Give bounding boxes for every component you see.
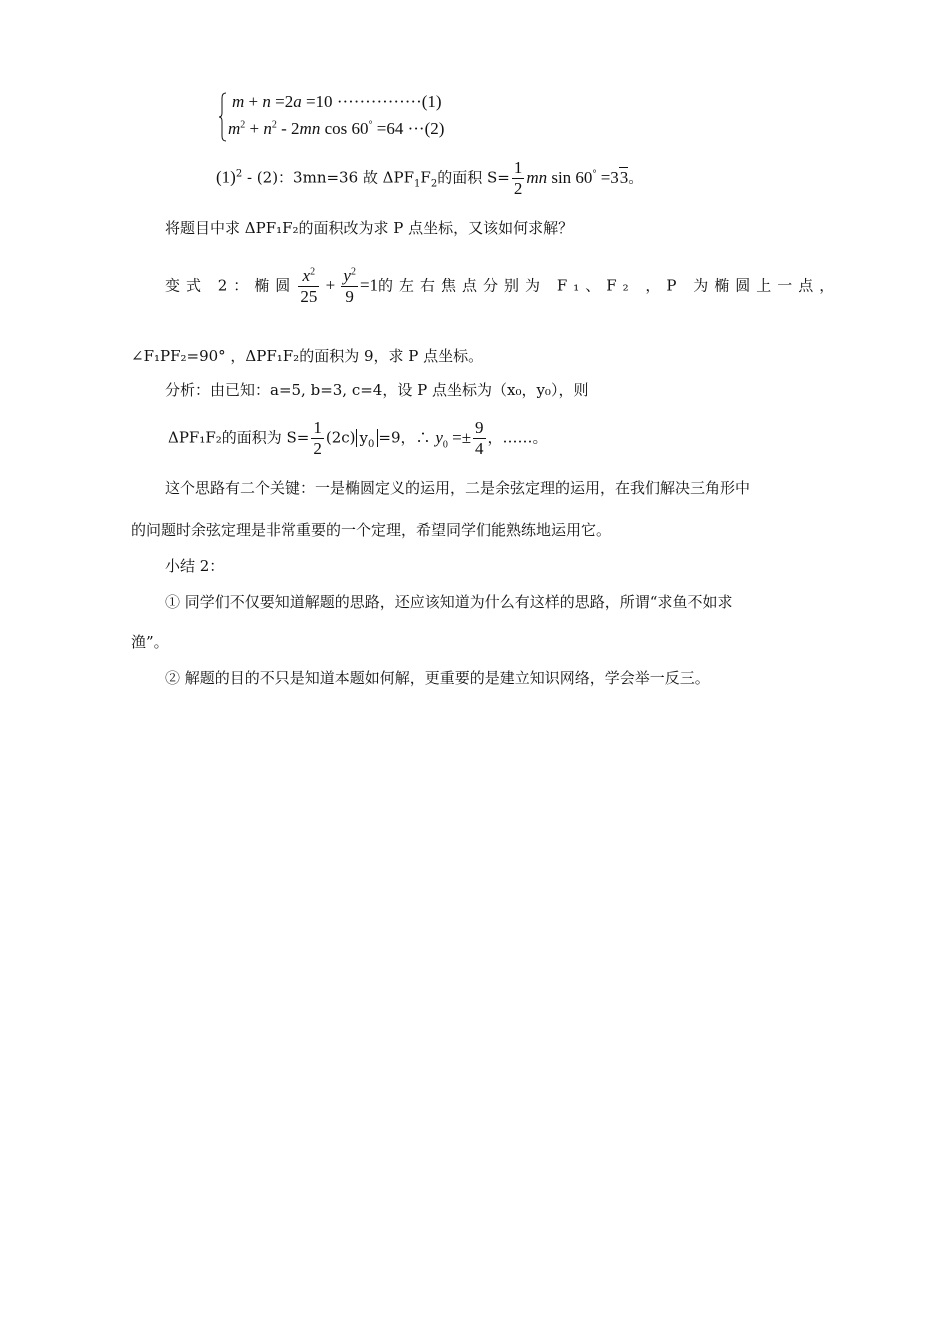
equation-1: m + n =2a =10 ···············(1) xyxy=(232,92,442,111)
summary-title: 小结 2： xyxy=(165,557,225,575)
analysis-line-2: ΔPF₁F₂的面积为 S= $\frac{1}{2}$ (2c) $y_0 =9$，∴ $y_0$ =± $\frac{9}{4}$ ，……。 xyxy=(168,418,548,458)
summary-item-1-line-2: 渔”。 xyxy=(131,633,169,651)
question-text: 将题目中求 ΔPF₁F₂的面积改为求 P 点坐标，又该如何求解？ xyxy=(165,219,574,237)
variant-line-2: ∠F₁PF₂=90° ，ΔPF₁F₂的面积为 9，求 P 点坐标。 xyxy=(131,347,484,365)
fraction-half: $\frac{1}{2}$ xyxy=(513,158,523,198)
variant-line-1: 变式 2：椭圆 $\frac{x^2}{25}$ + $\frac{y^2}{9}$ =1的左右焦点分别为 F₁、F₂ ，P 为椭圆上一点， xyxy=(165,266,841,306)
fraction-half-2: $\frac{1}{2}$ xyxy=(313,418,322,458)
fraction-x2-25: $\frac{x^2}{25}$ xyxy=(300,266,318,306)
fraction-y2-9: $\frac{y^2}{9}$ xyxy=(343,266,356,306)
fraction-9-4: $\frac{9}{4}$ xyxy=(475,418,484,458)
left-brace xyxy=(219,92,227,142)
summary-item-1-line-1: ① 同学们不仅要知道解题的思路，还应该知道为什么有这样的思路，所谓“求鱼不如求 xyxy=(165,593,733,611)
equation-2: $m^2 + n^2 - 2mn$ cos 60° =64 ···(2) xyxy=(228,119,445,138)
paragraph-line-1: 这个思路有二个关键：一是椭圆定义的运用，二是余弦定理的运用，在我们解决三角形中 xyxy=(165,479,751,497)
summary-item-2: ② 解题的目的不只是知道本题如何解，更重要的是建立知识网络，学会举一反三。 xyxy=(165,669,710,687)
paragraph-line-2: 的问题时余弦定理是非常重要的一个定理，希望同学们能熟练地运用它。 xyxy=(131,521,612,539)
analysis-line-1: 分析：由已知：a=5, b=3, c=4，设 P 点坐标为（x₀，y₀），则 xyxy=(165,381,589,399)
derivation-step: $(1)^2 - (2)$：3mn=36 故 $\Delta PF_1F_2$的面积 S= $\frac{1}{2}$ mn sin 60° =33。 xyxy=(216,158,644,198)
